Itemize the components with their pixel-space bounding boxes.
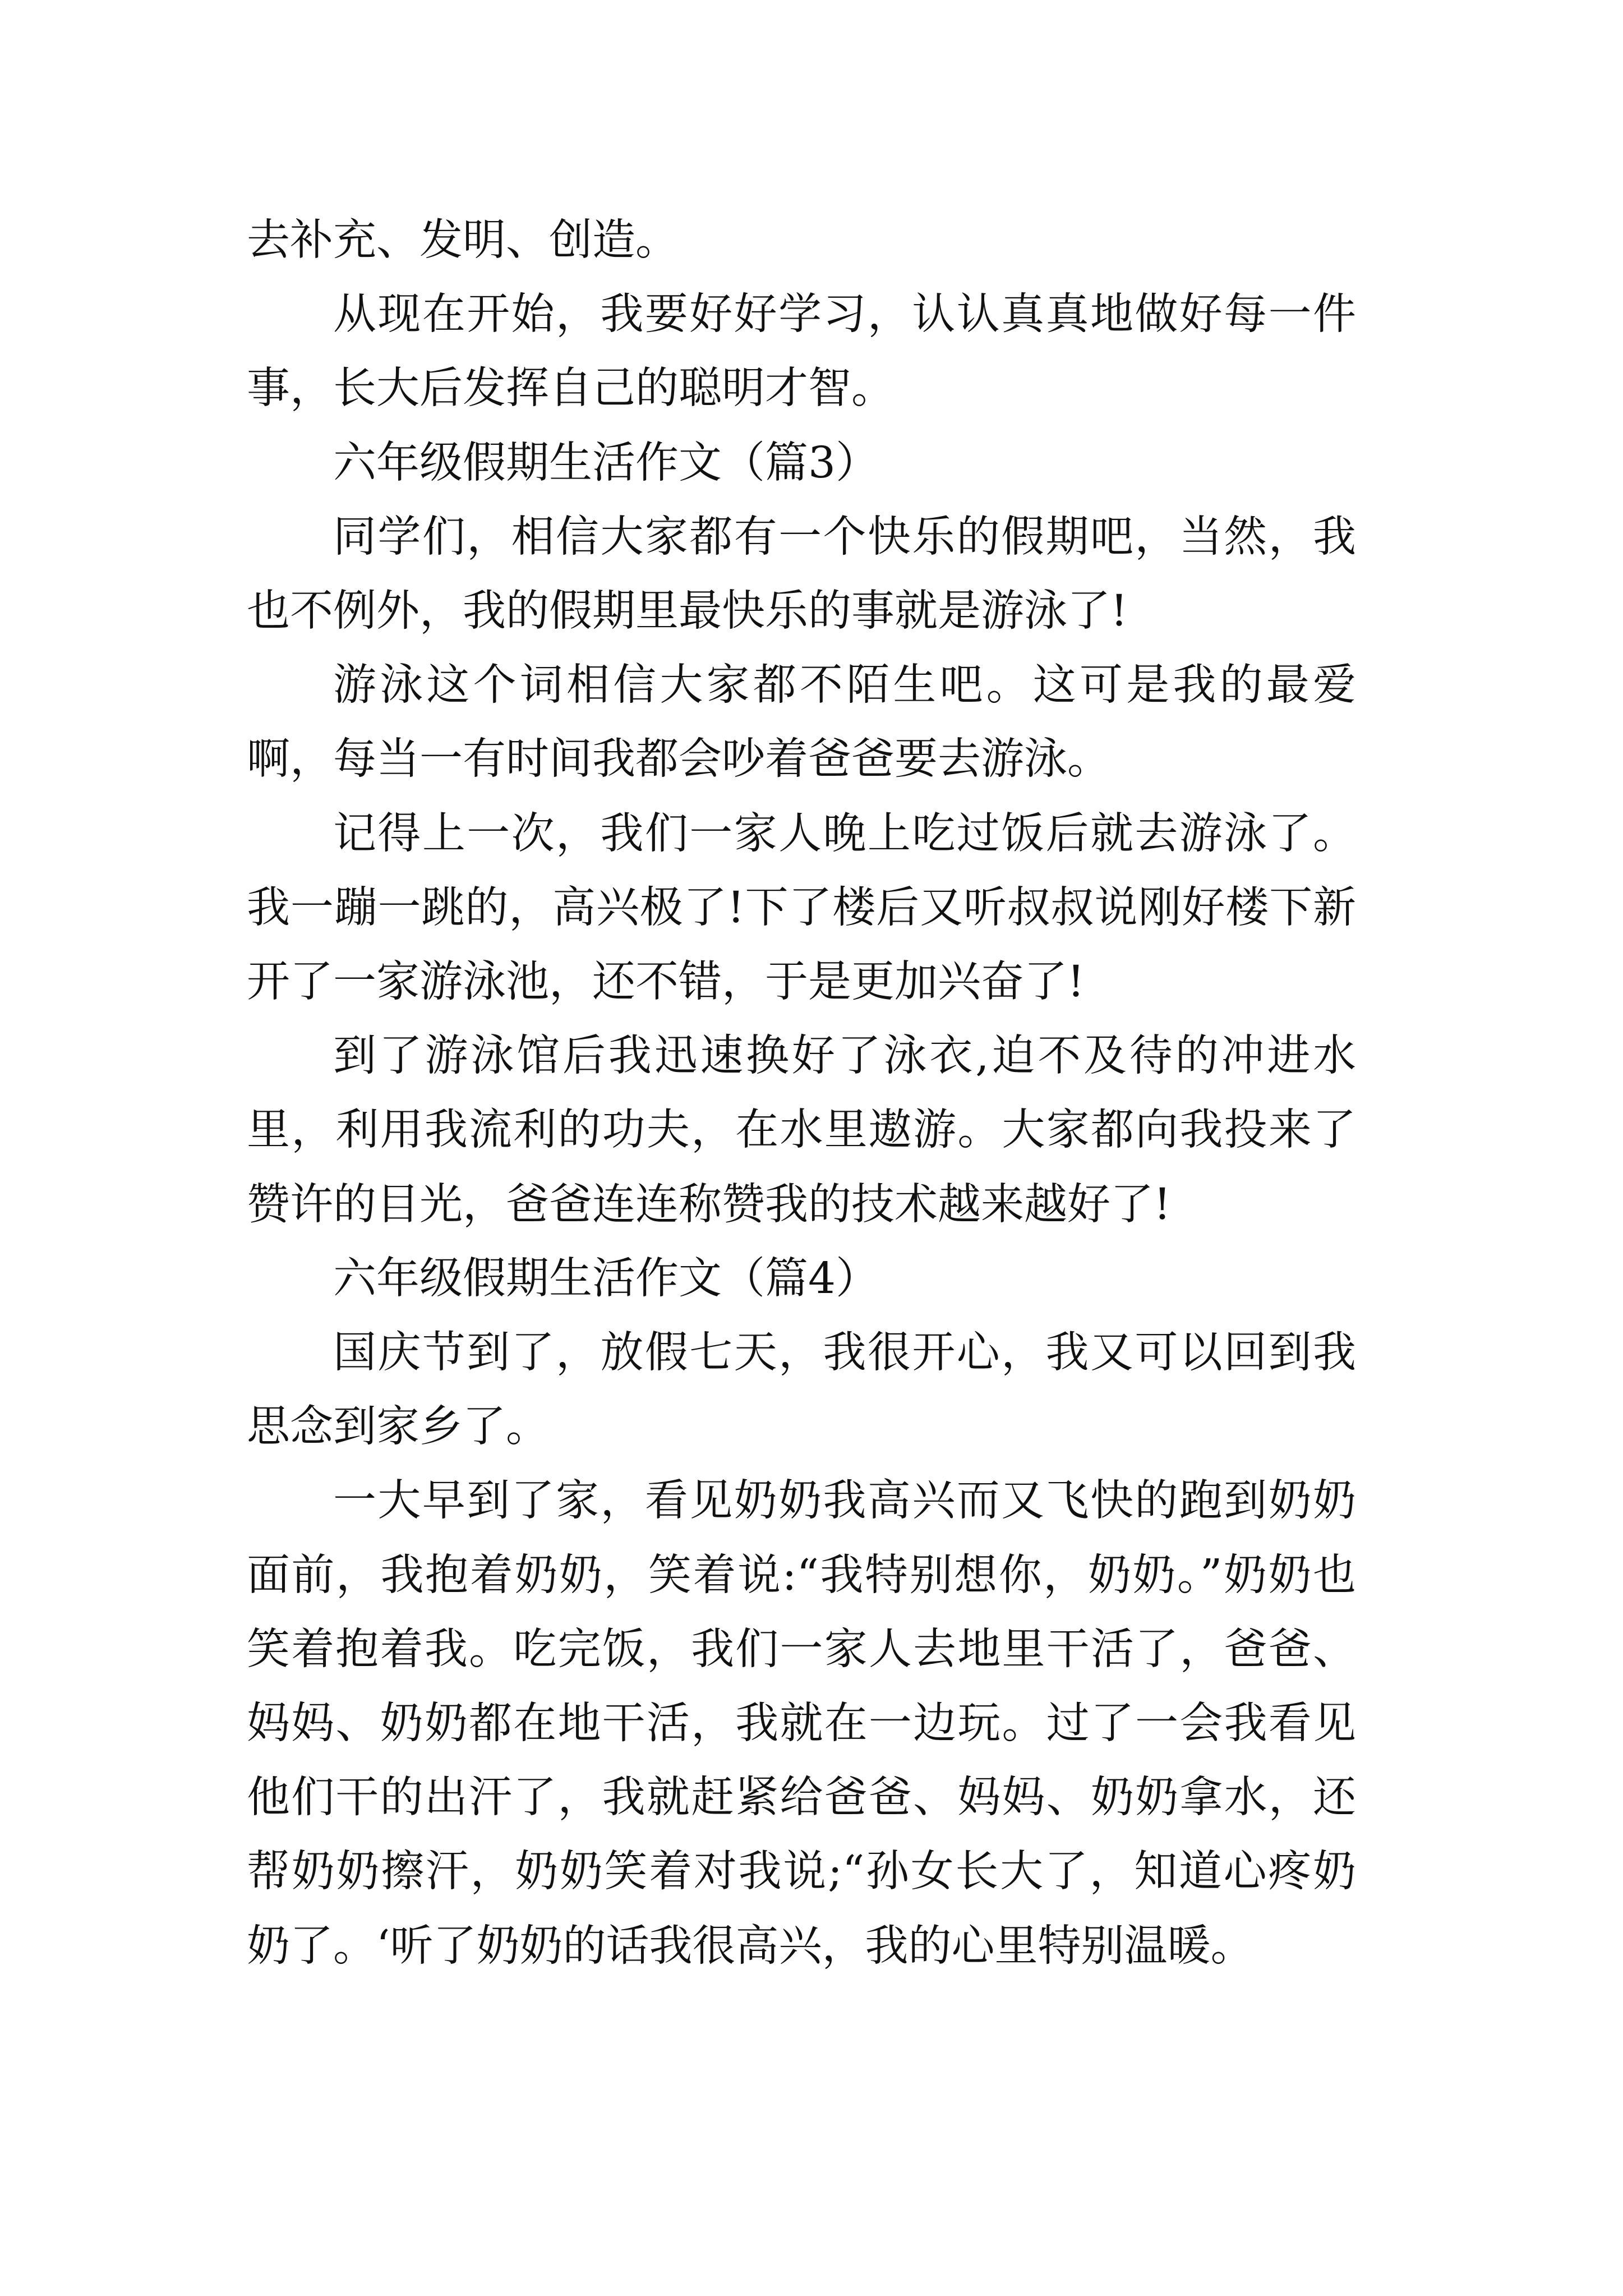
paragraph: 从现在开始，我要好好学习，认认真真地做好每一件事，长大后发挥自己的聪明才智。 [247,289,1356,414]
paragraph: 记得上一次，我们一家人晚上吃过饭后就去游泳了。我一蹦一跳的，高兴极了!下了楼后又听叔叔说刚好楼下新开了一家游泳池，还不错，于是更加兴奋了! [247,808,1356,1007]
paragraph: 游泳这个词相信大家都不陌生吧。这可是我的最爱啊，每当一有时间我都会吵着爸爸要去游泳。 [247,660,1356,785]
paragraph-continuation: 去补充、发明、创造。 [247,215,679,265]
paragraph: 到了游泳馆后我迅速换好了泳衣,迫不及待的冲进水里，利用我流利的功夫，在水里遨游。大家都向我投来了赞许的目光，爸爸连连称赞我的技术越来越好了! [247,1031,1356,1230]
paragraph: 国庆节到了，放假七天，我很开心，我又可以回到我思念到家乡了。 [247,1328,1356,1452]
paragraph: 一大早到了家，看见奶奶我高兴而又飞快的跑到奶奶面前，我抱着奶奶，笑着说:“我特别想你，奶奶。”奶奶也笑着抱着我。吃完饭，我们一家人去地里干活了，爸爸、妈妈、奶奶都在地干活，我就在一边玩。过了一会我看见他们干的出汗了，我就赶紧给爸爸、妈妈、奶奶拿水，还帮奶奶擦汗，奶奶笑着对我说;“孙女长大了，知道心疼奶奶了。‘听了奶奶的话我很高兴，我的心里特别温暖。 [247,1476,1356,1971]
section-heading: 六年级假期生活作文（篇3） [333,438,879,488]
section-heading: 六年级假期生活作文（篇4） [333,1253,879,1304]
paragraph: 同学们，相信大家都有一个快乐的假期吧，当然，我也不例外，我的假期里最快乐的事就是游泳了! [247,512,1356,637]
document-page [247,204,1356,1984]
